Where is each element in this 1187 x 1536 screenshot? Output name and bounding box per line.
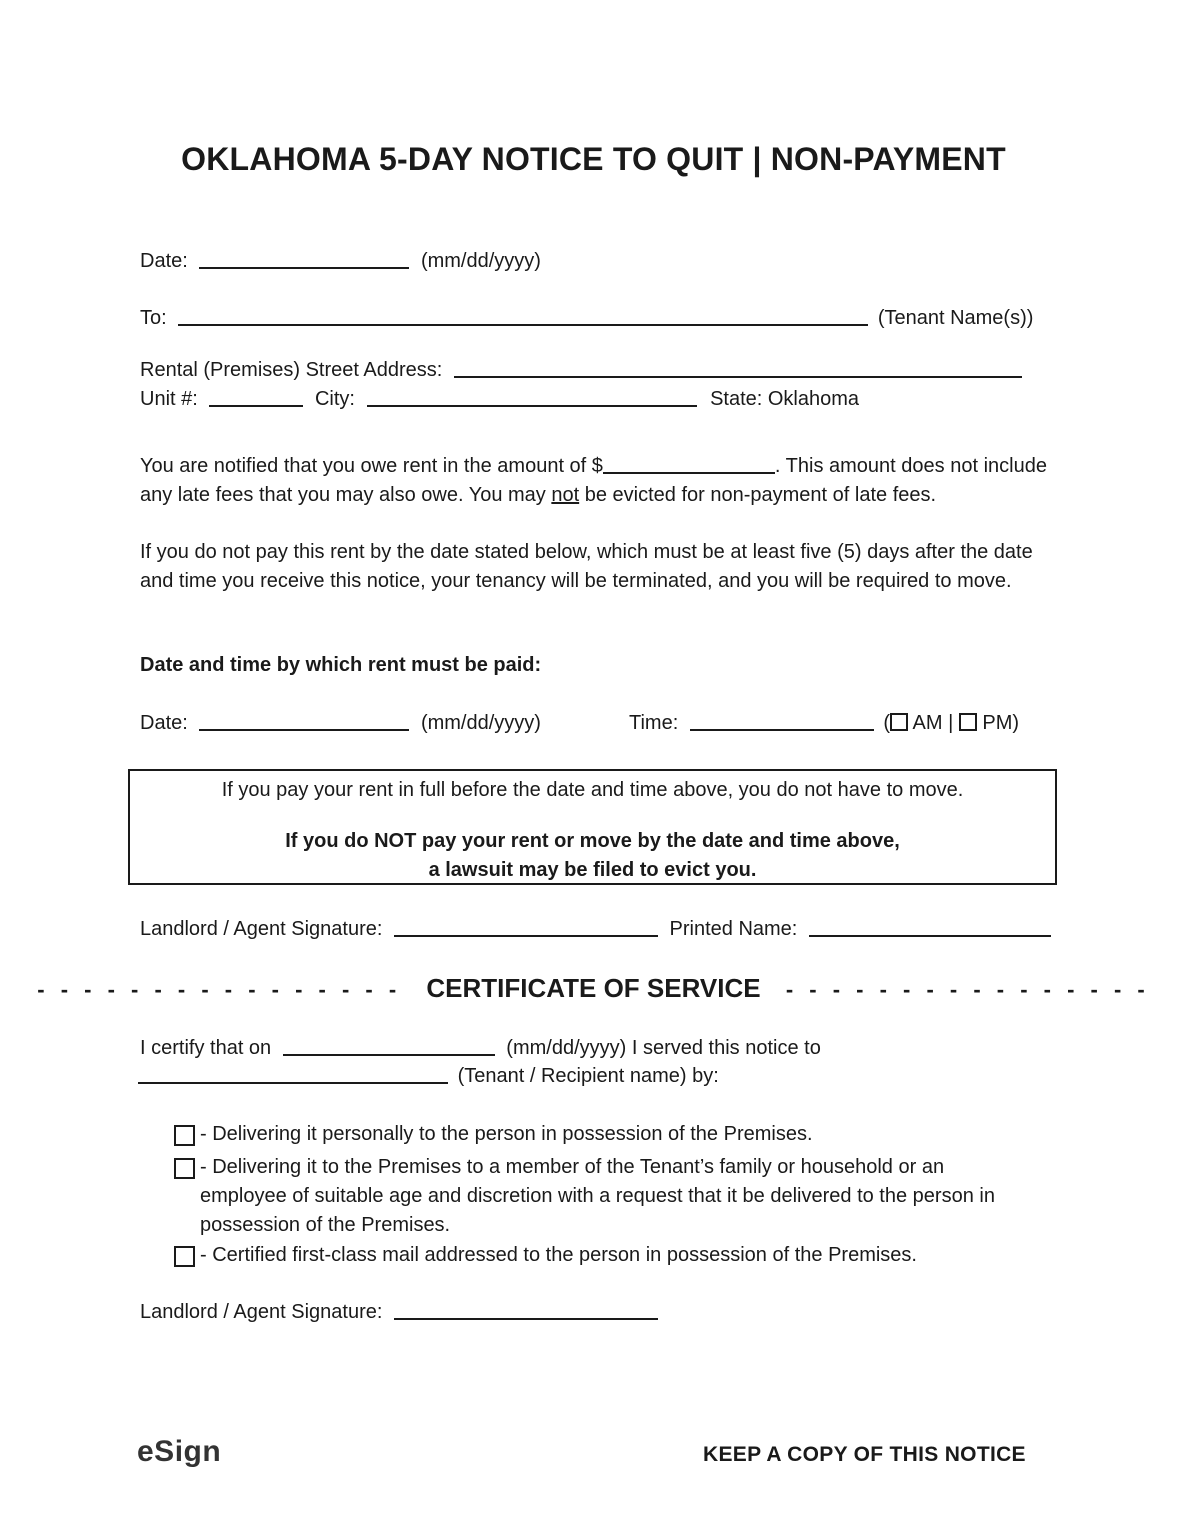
tenant-name-hint: (Tenant Name(s)): [877, 307, 1034, 329]
address-row: [140, 360, 1022, 380]
printed-name-label: Printed Name:: [669, 918, 798, 940]
notice-box: [128, 769, 1057, 885]
dashes-right: - - - - - - - - - - - - - - - -: [785, 977, 1150, 1002]
certificate-heading: CERTIFICATE OF SERVICE: [426, 973, 761, 1003]
to-label: To:: [140, 307, 167, 329]
document-title: OKLAHOMA 5-DAY NOTICE TO QUIT | NON-PAYMENT: [181, 141, 1006, 177]
personal-delivery-checkbox[interactable]: [174, 1125, 195, 1146]
certificate-signature-field[interactable]: [394, 1318, 658, 1320]
pm-checkbox[interactable]: [959, 713, 977, 731]
am-label: AM |: [912, 712, 954, 734]
landlord-signature-field[interactable]: [394, 935, 658, 937]
esign-logo: eSign: [137, 1435, 222, 1468]
printed-name-field[interactable]: [809, 935, 1051, 937]
date-format-hint: (mm/dd/yyyy): [420, 250, 541, 272]
signature-row: [140, 919, 1051, 939]
option-text: - Delivering it to the Premises to a member of the Tenant’s family or household or an employee of suitable age and discretion with a request that it be delivered to the person in possession of the Premises.: [200, 1156, 995, 1236]
recipient-name-field[interactable]: [138, 1082, 448, 1084]
keep-copy-note: KEEP A COPY OF THIS NOTICE: [703, 1443, 1026, 1466]
to-row: [140, 308, 1033, 328]
option-text: - Delivering it personally to the person in possession of the Premises.: [200, 1123, 813, 1145]
address-label: Rental (Premises) Street Address:: [140, 359, 443, 381]
pm-label: PM): [982, 712, 1020, 734]
late-fees-text: . This amount does not include any late fees that you may also owe. You may: [140, 455, 1047, 506]
date-field[interactable]: [199, 267, 409, 269]
certify-label: I certify that on: [140, 1037, 272, 1059]
rent-amount-field[interactable]: [603, 472, 775, 474]
not-emphasis: not: [551, 484, 580, 506]
service-date-field[interactable]: [283, 1054, 495, 1056]
street-address-field[interactable]: [454, 376, 1022, 378]
certificate-signature-label: Landlord / Agent Signature:: [140, 1301, 383, 1323]
date-row: [140, 251, 541, 271]
rent-owed-paragraph: [140, 452, 1050, 510]
unit-city-row: [140, 389, 859, 409]
certificate-signature-row: [140, 1302, 658, 1322]
notice-box-line3: a lawsuit may be filed to evict you.: [428, 859, 757, 881]
notice-box-line1: If you pay your rent in full before the date and time above, you do not have to move.: [221, 779, 964, 801]
deadline-time-label: Time:: [629, 712, 679, 734]
tenant-name-field[interactable]: [178, 324, 868, 326]
deadline-row: [140, 713, 541, 733]
unit-field[interactable]: [209, 405, 303, 407]
notice-box-line2: If you do NOT pay your rent or move by the date and time above,: [285, 830, 900, 852]
certify-row: [140, 1038, 821, 1058]
certificate-heading-row: [0, 975, 1187, 1001]
option-text: - Certified first-class mail addressed to the person in possession of the Premises.: [200, 1244, 917, 1266]
unit-label: Unit #:: [140, 388, 198, 410]
deadline-date-field[interactable]: [199, 729, 409, 731]
deadline-date-label: Date:: [140, 712, 188, 734]
date-label: Date:: [140, 250, 188, 272]
signature-label: Landlord / Agent Signature:: [140, 918, 383, 940]
dashes-left: - - - - - - - - - - - - - - - -: [37, 977, 402, 1002]
deadline-time-row: [629, 713, 1019, 733]
deadline-heading: Date and time by which rent must be paid:: [140, 654, 542, 676]
recipient-row: [138, 1066, 719, 1086]
am-checkbox[interactable]: [890, 713, 908, 731]
household-delivery-checkbox[interactable]: [174, 1158, 195, 1179]
notice-box-warning: [130, 827, 1055, 885]
certify-format: (mm/dd/yyyy) I served this notice to: [506, 1037, 821, 1059]
deadline-time-field[interactable]: [690, 729, 874, 731]
recipient-hint: (Tenant / Recipient name) by:: [457, 1065, 719, 1087]
mail-delivery-checkbox[interactable]: [174, 1246, 195, 1267]
termination-paragraph: If you do not pay this rent by the date stated below, which must be at least five (5) days after the date and time you receive this notice, your tenancy will be terminated, and you will be required to move.: [140, 541, 1033, 592]
city-field[interactable]: [367, 405, 697, 407]
city-label: City:: [314, 388, 355, 410]
deadline-date-format: (mm/dd/yyyy): [420, 712, 541, 734]
rent-owed-text: You are notified that you owe rent in the amount of $: [140, 455, 603, 477]
state-text: State: Oklahoma: [710, 388, 860, 410]
late-fees-end-text: be evicted for non-payment of late fees.: [579, 484, 937, 506]
paren-open: (: [883, 712, 891, 734]
